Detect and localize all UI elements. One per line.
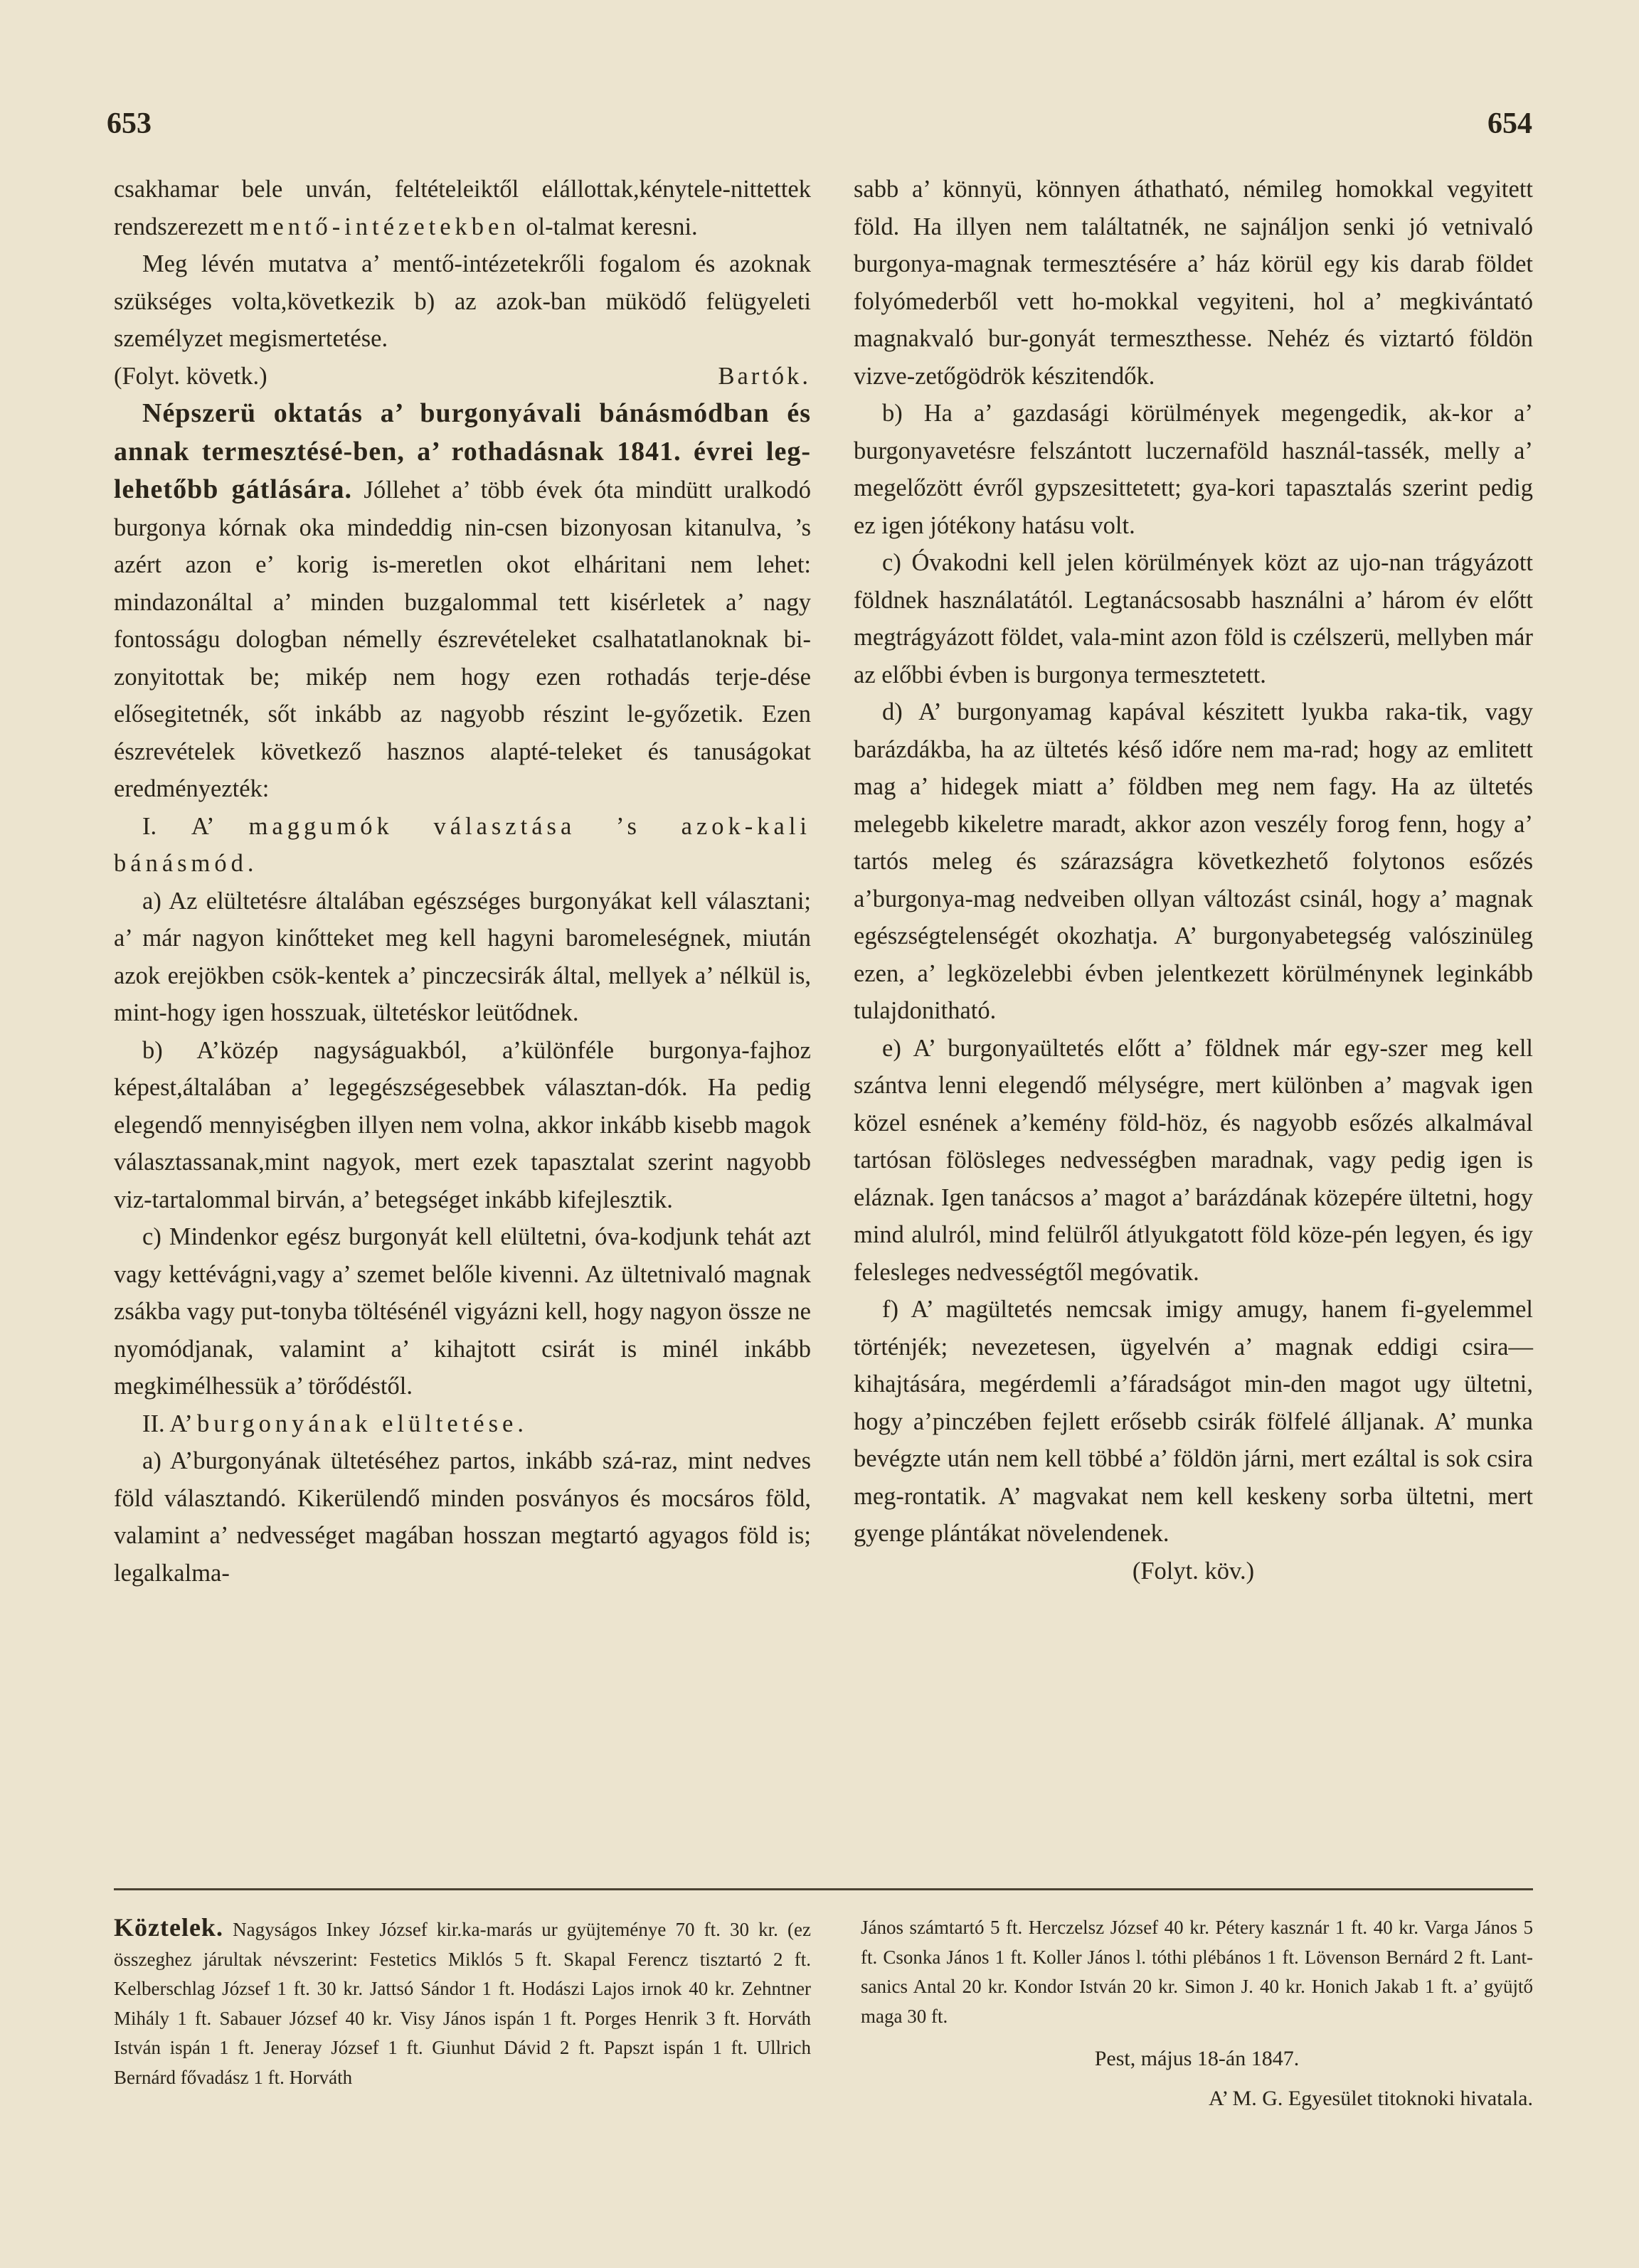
paragraph: d) A’ burgonyamag kapával készitett lyukba raka-tik, vagy barázdákba, ha az ültetés késő időre nem ma-rad; hogy az emlitett mag a’ hidegek miatt a’ földben meg nem fagy. Ha az ültetés melegebb kikeletre maradt, akkor azon veszély forog fenn, hogy a’ tartós meleg és szárazságra következhető folytonos esőzés a’burgonya-mag nedveiben ollyan változást csinál, hogy a’ magnak egészségtelenségét okozhatja. A’ burgonyabetegség valószinüleg ezen, a’ legközelebbi évben jelentkezett körülménynek leginkább tulajdonitható. [854,698,1533,1024]
spaced-text: mentő-intézetekben [249,213,520,240]
page-number-right: 654 [1487,107,1532,140]
footer-right [861,1913,1533,2113]
footer-divider [114,1888,1533,1890]
footer-left [114,1913,811,2092]
paragraph [114,171,811,245]
text: Jóllehet a’ több évek óta mindütt uralkodó burgonya kórnak oka mindeddig nin-csen bizonyosan kitanulva, ’s azért azon e’ korig is-meretlen okot elháritani nem lehet: mindazonáltal a’ minden buzgalommal tett kisérletek a’ nagy fontosságu dologban némelly észrevételeket csalhatatlanoknak bi-zonyitottak be; mikép nem hogy ezen rothadás terje-dése elősegitetnék, sőt inkább az nagyobb részint le-győzetik. Ezen észrevételek következő hasznos alapté-teleket és tanuságokat eredményezték: [114,477,811,802]
section-number: I. A’ [142,812,249,840]
section-title: burgonyának elültetése. [196,1410,528,1437]
continuation-note: (Folyt. követk.) [114,362,267,390]
paragraph: Meg lévén mutatva a’ mentő-intézetekrőli fogalom és azoknak szükséges volta,következik b) az azok-ban müködő felügyeleti személyzet megismertetése. [114,250,811,352]
paragraph: b) A’közép nagyságuakból, a’különféle burgonya-fajhoz képest,általában a’ legegészségesebbek választan-dók. Ha pedig elegendő mennyiségben illyen nem volna, akkor inkább kisebb magok választassanak,mint nagyok, mert ezek tapasztalat szerint nagyobb viz-tartalommal birván, a’ betegséget inkább kifejlesztik. [114,1036,811,1213]
paragraph: e) A’ burgonyaültetés előtt a’ földnek már egy-szer meg kell szántva lenni elegendő mélységre, mert különben a’ magvak igen közel esnének a’kemény föld-höz, és nagyobb esőzés alkalmával tartósan fölösleges nedvességben maradnak, vagy pedig igen is eláznak. Igen tanácsos a’ magot a’ barázdának közepére ültetni, hogy mind alulról, mind felülről átlyukgatott föld köze-pén legyen, és igy felesleges nedvességtől megóvatik. [854,1034,1533,1286]
section-heading [114,808,811,883]
text: csakhamar bele unván, feltételeiktől elállottak,kénytele-nittettek rendszerezett [114,176,811,240]
page-number-left: 653 [107,107,152,140]
footer-paragraph: János számtartó 5 ft. Herczelsz József 40 kr. Pétery kasznár 1 ft. 40 kr. Varga János 5 ft. Csonka János 1 ft. Koller János l. tóthi plébános 1 ft. Lövenson Bernárd 2 ft. Lant-sanics Antal 20 kr. Kondor István 20 kr. Simon J. 40 kr. Honich Jakab 1 ft. a’ gyüjtő maga 30 ft. [861,1917,1533,2027]
paragraph: sabb a’ könnyü, könnyen áthatható, némileg homokkal vegyitett föld. Ha illyen nem találtatnék, ne sajnáljon senki jó vetnivaló burgonya-magnak termesztésére a’ ház körül egy kis darab földet folyómederből vett ho-mokkal vegyiteni, hol a’ megkivántató magnakvaló bur-gonyát termeszthesse. Nehéz és viztartó földön vizve-zetőgödrök készitendők. [854,176,1533,390]
continuation-line [114,358,811,395]
section-number: II. A’ [142,1410,197,1437]
footer-date: Pest, május 18-án 1847. [1094,2047,1300,2070]
footer-paragraph [114,1913,811,2092]
paragraph: f) A’ magültetés nemcsak imigy amugy, hanem fi-gyelemmel történjék; nevezetesen, ügyelvén a’ magnak eddigi csira—kihajtására, megérdemli a’fáradságot min-den magot ugy ültetni, hogy a’pinczében fejlett erősebb csirák fölfelé álljanak. A’ munka bevégzte után nem kell többé a’ földön járni, mert ezáltal is sok csira meg-rontatik. A’ magvakat nem kell keskeny sorba ültetni, mert gyenge plántákat növelendenek. [854,1296,1533,1547]
section-title: maggumók választása ’s azok-kali bánásmód. [114,812,811,877]
section-heading [114,1405,811,1443]
paragraph: a) A’burgonyának ültetéséhez partos, inkább szá-raz, mint nedves föld választandó. Kikerülendő minden posványos és mocsáros föld, valamint a’ nedvességet magában hosszan megtartó agyagos föld is; legalkalma- [114,1447,811,1587]
paragraph: c) Óvakodni kell jelen körülmények közt az ujo-nan trágyázott földnek használatától. Legtanácsosabb használni a’ három év előtt megtrágyázott földet, vala-mint azon föld is czélszerü, mellyben már az előbbi évben is burgonya termesztetett. [854,549,1533,688]
continuation-note: (Folyt. köv.) [1132,1557,1255,1585]
article-heading: Népszerü oktatás a’ burgonyávali bánásmódban és annak termesztésé-ben, a’ rothadásnak 1841. évrei leg-lehetőbb gátlására. [114,398,811,504]
footer-signoff: A’ M. G. Egyesület titoknoki hivatala. [1208,2086,1533,2110]
author-signature: Bartók. [718,362,811,390]
text: ol-talmat keresni. [519,213,698,240]
paragraph: c) Mindenkor egész burgonyát kell elültetni, óva-kodjunk tehát azt vagy kettévágni,vagy a’ szemet belőle kivenni. Az ültetnivaló magnak zsákba vagy put-tonyba töltésénél vigyázni kell, hogy nagyon össze ne nyomódjanak, valamint a’ kihajtott csirát is minél inkább megkimélhessük a’ törődéstől. [114,1223,811,1400]
left-column [114,171,811,1592]
text: Nagyságos Inkey József kir.ka-marás ur gyüjteménye 70 ft. 30 kr. (ez összeghez járultak névszerint: Festetics Miklós 5 ft. Skapal Ferencz tisztartó 2 ft. Kelberschlag József 1 ft. 30 kr. Jattsó Sándor 1 ft. Hodászi Lajos irnok 40 kr. Zehntner Mihály 1 ft. Sabauer József 40 kr. Visy János ispán 1 ft. Porges Henrik 3 ft. Horváth István ispán 1 ft. Jeneray József 1 ft. Giunhut Dávid 2 ft. Papszt ispán 1 ft. Ullrich Bernárd fővadász 1 ft. Horváth [114,1919,811,2088]
right-column [854,171,1533,1590]
paragraph: a) Az elültetésre általában egészséges burgonyákat kell választani; a’ már nagyon kinőtteket meg kell hagyni baromeleségnek, miután azok erejökben csök-kentek a’ pinczecsirák által, mellyek a’ nélkül is, mint-hogy igen hosszuak, ültetéskor leütődnek. [114,887,811,1026]
paragraph [114,395,811,808]
paragraph: b) Ha a’ gazdasági körülmények megengedik, ak-kor a’ burgonyavetésre felszántott luczernaföld használ-tassék, melly a’ megelőzött évről gypszesittetett; gya-kori tapasztalás szerint pedig ez igen jótékony hatásu volt. [854,400,1533,539]
footer-title: Köztelek. [114,1913,223,1942]
